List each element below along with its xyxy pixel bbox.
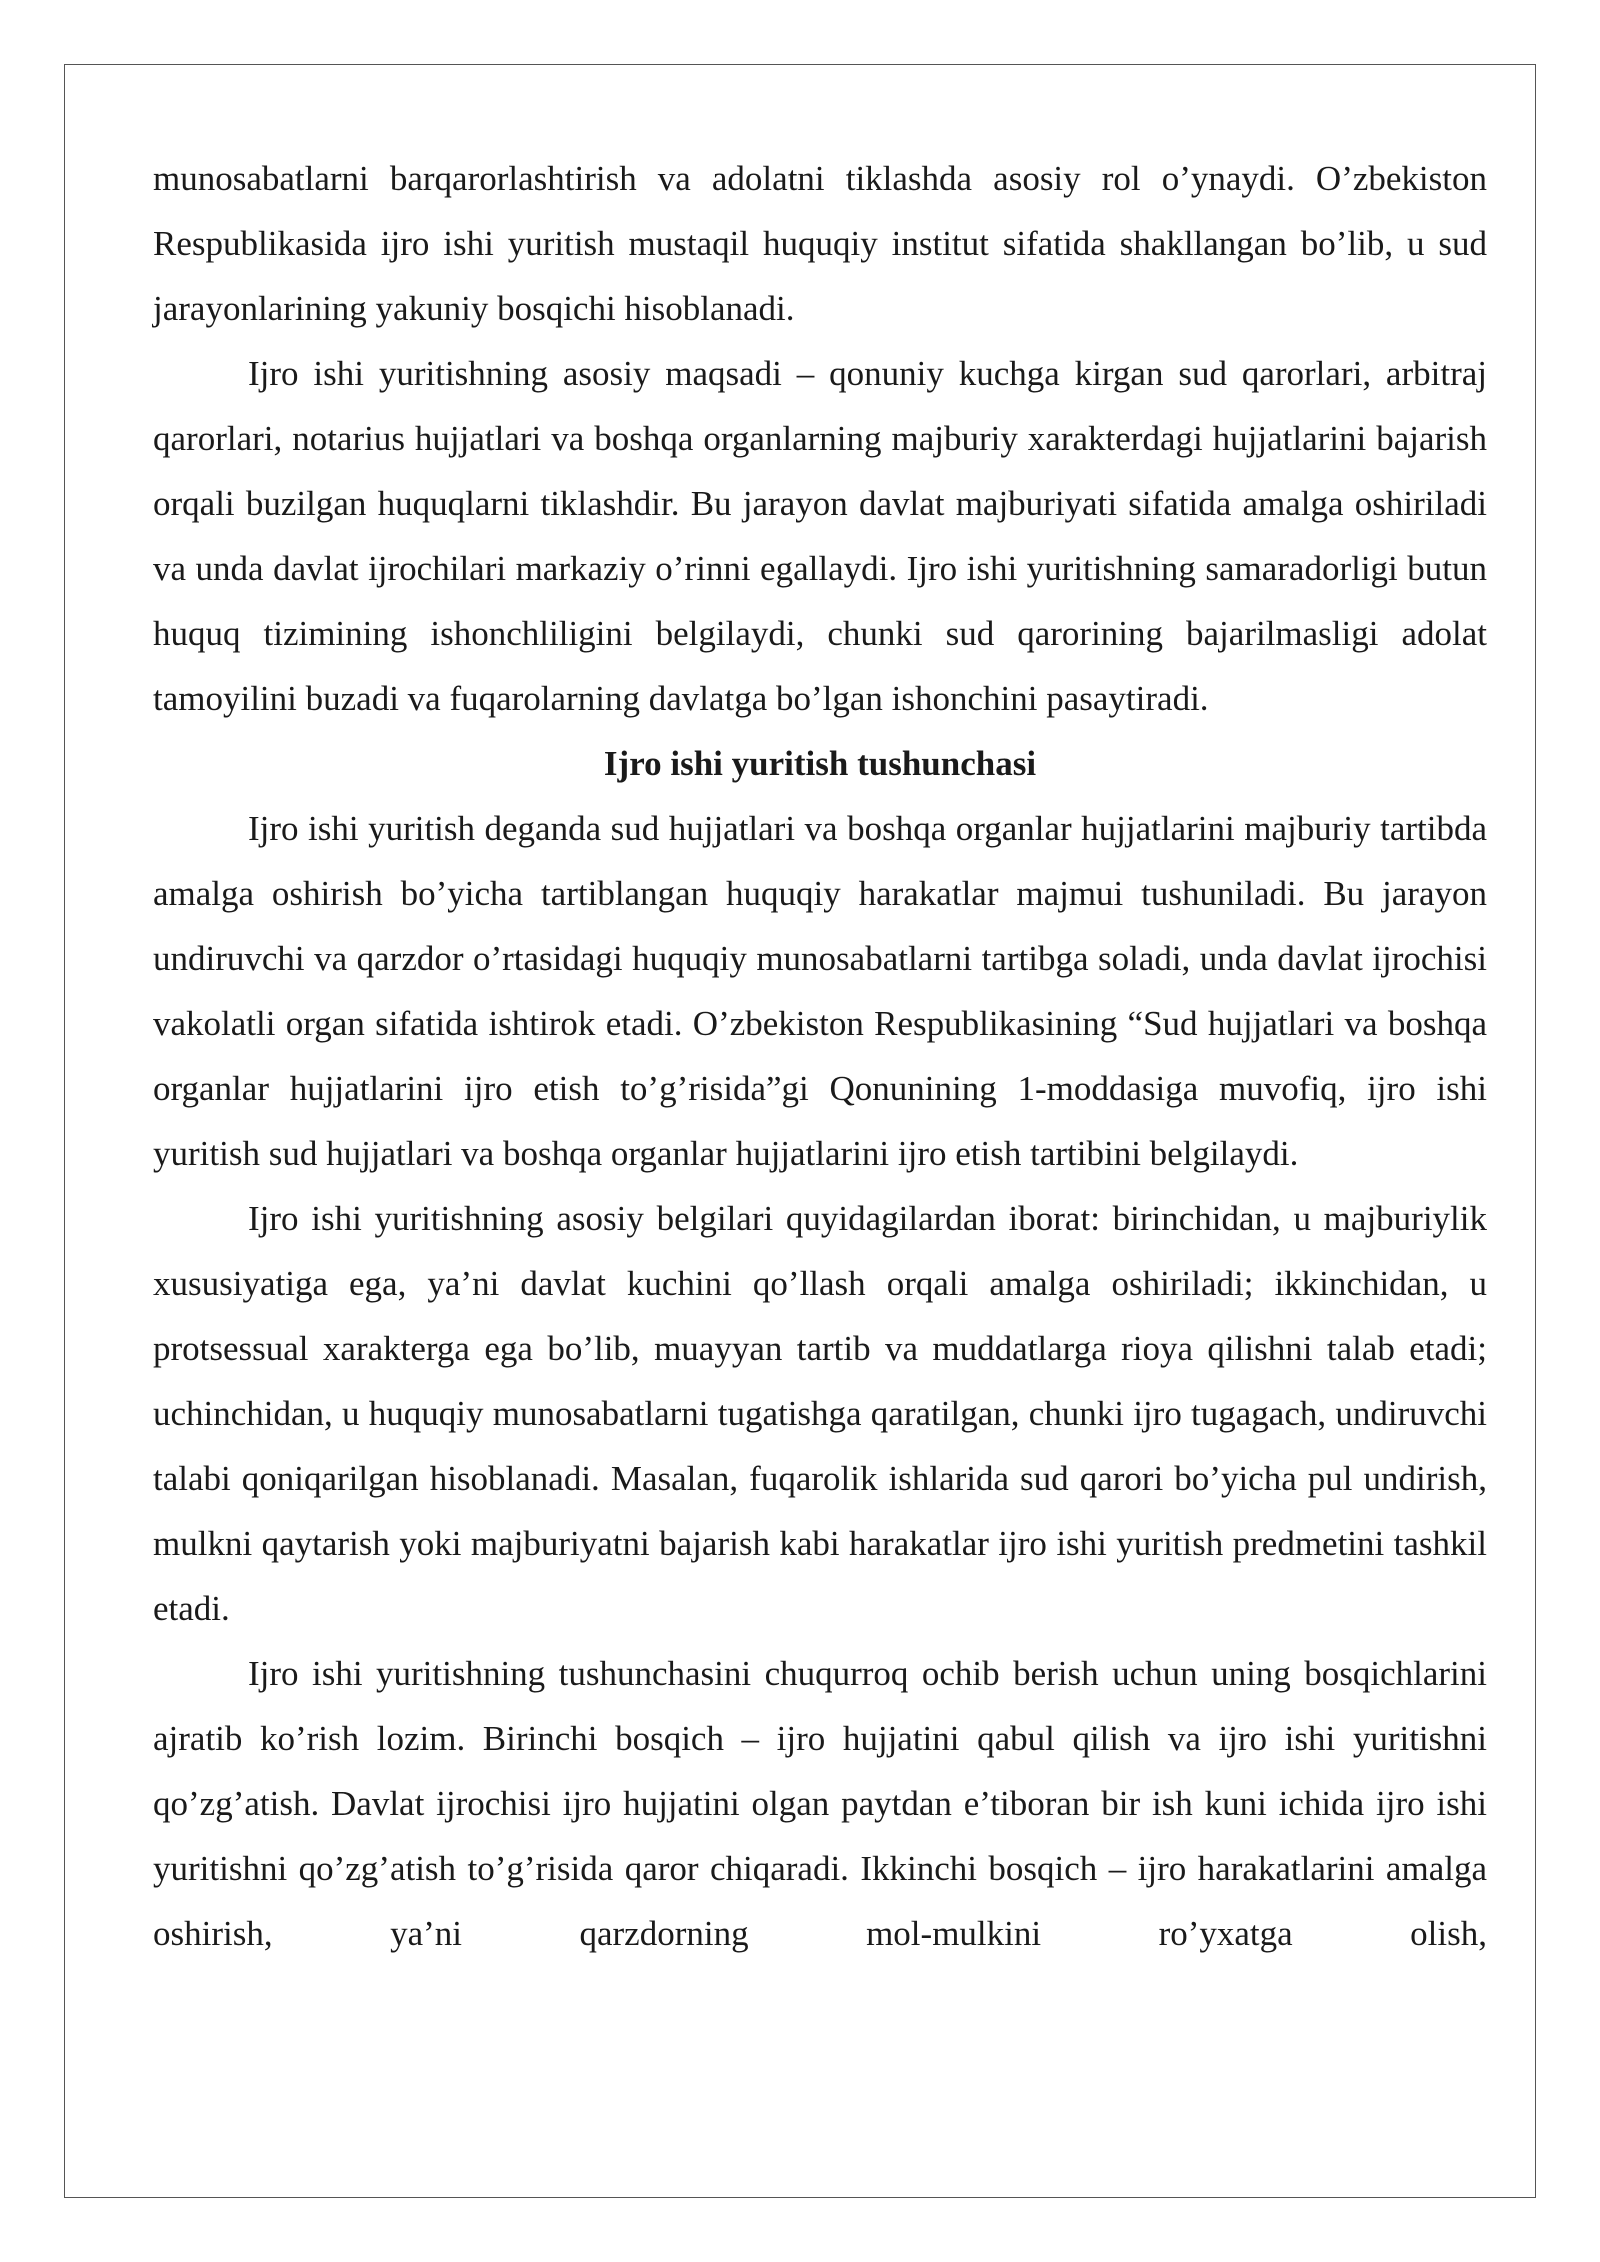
paragraph-definition: Ijro ishi yuritish deganda sud hujjatlari va boshqa organlar hujjatlarini majburiy tartibda amalga oshirish bo’yicha tartiblangan huquqiy harakatlar majmui tushuniladi. Bu jarayon undiruvchi va qarzdor o’rtasidagi huquqiy munosabatlarni tartibga soladi, unda davlat ijrochisi vakolatli organ sifatida ishtirok etadi. O’zbekiston Respublikasining “Sud hujjatlari va boshqa organlar hujjatlarini ijro etish to’g’risida”gi Qonunining 1-moddasiga muvofiq, ijro ishi yuritish sud hujjatlari va boshqa organlar hujjatlarini ijro etish tartibini belgilaydi. [153,809,1487,1173]
paragraph-purpose: Ijro ishi yuritishning asosiy maqsadi – qonuniy kuchga kirgan sud qarorlari, arbitraj qarorlari, notarius hujjatlari va boshqa organlarning majburiy xarakterdagi hujjatlarini bajarish orqali buzilgan huquqlarni tiklashdir. Bu jarayon davlat majburiyati sifatida amalga oshiriladi va unda davlat ijrochilari markaziy o’rinni egallaydi. Ijro ishi yuritishning samaradorligi butun huquq tizimining ishonchliligini belgilaydi, chunki sud qarorining bajarilmasligi adolat tamoyilini buzadi va fuqarolarning davlatga bo’lgan ishonchini pasaytiradi. [153,354,1487,718]
paragraph-stages: Ijro ishi yuritishning tushunchasini chuqurroq ochib berish uchun uning bosqichlarini ajratib ko’rish lozim. Birinchi bosqich – ijro hujjatini qabul qilish va ijro ishi yuritishni qo’zg’atish. Davlat ijrochisi ijro hujjatini olgan paytdan e’tiboran bir ish kuni ichida ijro ishi yuritishni qo’zg’atish to’g’risida qaror chiqaradi. Ikkinchi bosqich – ijro harakatlarini amalga oshirish, ya’ni qarzdorning mol-mulkini ro’yxatga olish, [153,1654,1487,1953]
paragraph-continuation: munosabatlarni barqarorlashtirish va adolatni tiklashda asosiy rol o’ynaydi. O’zbekiston Respublikasida ijro ishi yuritish mustaqil huquqiy institut sifatida shakllangan bo’lib, u sud jarayonlarining yakuniy bosqichi hisoblanadi. [153,159,1487,328]
paragraph-features: Ijro ishi yuritishning asosiy belgilari quyidagilardan iborat: birinchidan, u majburiylik xususiyatiga ega, ya’ni davlat kuchini qo’llash orqali amalga oshiriladi; ikkinchidan, u protsessual xarakterga ega bo’lib, muayyan tartib va muddatlarga rioya qilishni talab etadi; uchinchidan, u huquqiy munosabatlarni tugatishga qaratilgan, chunki ijro tugagach, undiruvchi talabi qoniqarilgan hisoblanadi. Masalan, fuqarolik ishlarida sud qarori bo’yicha pul undirish, mulkni qaytarish yoki majburiyatni bajarish kabi harakatlar ijro ishi yuritish predmetini tashkil etadi. [153,1199,1487,1628]
section-heading: Ijro ishi yuritish tushunchasi [603,744,1037,783]
document-body [153,146,1487,1966]
